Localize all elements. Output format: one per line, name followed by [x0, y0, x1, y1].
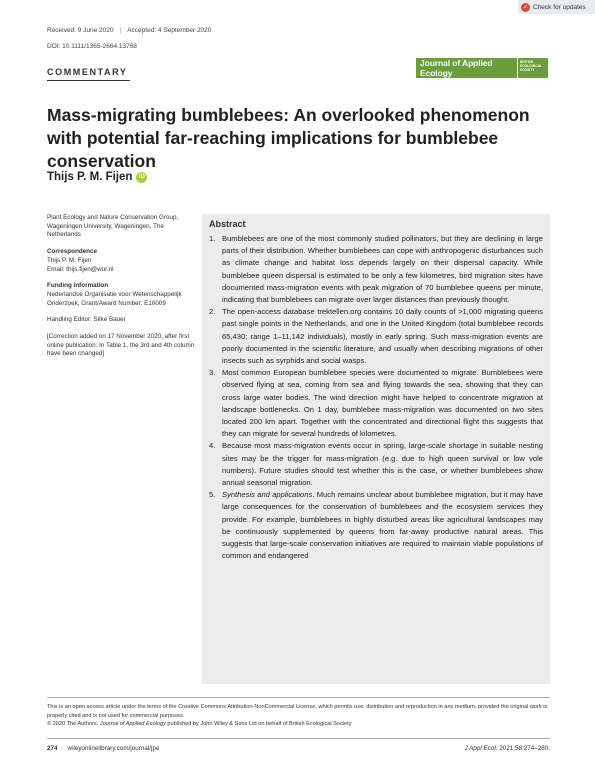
orcid-icon[interactable]: iD	[136, 172, 147, 183]
correspondence-email[interactable]: Email: thijs.fijen@wur.nl	[47, 265, 114, 273]
funding-heading: Funding information	[47, 282, 109, 290]
citation	[464, 745, 550, 752]
footer-notice	[47, 703, 557, 729]
abstract-item	[209, 306, 543, 367]
author-line	[47, 171, 147, 183]
journal-url[interactable]: wileyonlinelibrary.com/journal/jpe	[67, 745, 160, 752]
page-footer	[47, 745, 550, 752]
abstract-item-number: 3.	[209, 368, 216, 378]
section-divider	[47, 80, 130, 81]
abstract-heading: Abstract	[209, 219, 246, 229]
check-for-updates-button[interactable]	[518, 0, 595, 14]
funding-text: Nederlandse Organisatie voor Wetenschappelijk Onderzoek, Grant/Award Number: E10009	[47, 290, 182, 307]
correspondence-heading: Correspondence	[47, 248, 98, 256]
copyright-text	[47, 720, 557, 729]
correction-note: [Correction added on 17 November 2020, after first online publication: In Table 1, the 3rd and 4th column have been changed]	[47, 333, 195, 358]
abstract-item	[209, 489, 543, 562]
copyright-post: published by John Wiley & Sons Ltd on behalf of British Ecological Society	[165, 721, 352, 727]
synthesis-lead: Synthesis and applications	[222, 490, 313, 500]
abstract-item	[209, 233, 543, 306]
abstract-item-text: Bumblebees are one of the most commonly studied pollinators, but they are declining in large parts of their distribution. Whether bumblebees can cope with anthropogenic disturbances such as climate change and habitat loss depends largely on their dispersal capacity. While bumblebee queen dispersal is estimated to be only a few kilometres, bird migration sites have documented mass-migration events with peak migration of 70 bumblebee queens per minute, indicating that bumblebees can migrate over larger distances than previously thought.	[222, 234, 543, 305]
date-separator: |	[119, 27, 122, 34]
update-check-icon: ✓	[522, 4, 529, 11]
synthesis-text: . Much remains unclear about bumblebee migration, but it may have large consequences for the conservation of bumblebees and the ecosystem services they provide. For example, bumblebees in highly disturbed areas like agricultural landscapes may be continuously supplemented by queens from far-away productive natural areas. This suggests that large-scale conservation initiatives are required to maintain viable populations of common and endangered	[222, 490, 544, 561]
abstract-item-text	[222, 489, 543, 562]
society-logo: BRITISH ECOLOGICAL SOCIETY	[517, 58, 548, 78]
article-info-sidebar	[47, 214, 195, 367]
citation-journal: J Appl Ecol.	[464, 745, 498, 752]
abstract-item-text: Most common European bumblebee species were documented to migrate. Bumblebees were observed flying at sea, coming from sea and flying towards the sea, showing that they can cross large water bodies. The wind direction might have helped to concentrate migration at landscape bottlenecks. On 1 day, bumblebee mass-migration was documented on two sites located 200 km apart. Together with the concentrated and directional flight this suggests that they can migrate for several hundreds of kilometres.	[222, 368, 543, 439]
abstract-item-number: 2.	[209, 307, 216, 317]
abstract-item	[209, 367, 543, 440]
journal-logo[interactable]	[416, 58, 548, 78]
section-label: COMMENTARY	[47, 67, 128, 77]
license-text: This is an open access article under the terms of the Creative Commons Attribution-NonCommercial License, which permits use, distribution and reproduction in any medium, provided the original work is properly cited and is not used for commercial purposes.	[47, 704, 548, 719]
abstract-item-text: Because most mass-migration events occur in spring, large-scale shortage in suitable nesting sites may be the trigger for mass-migration (e.g. due to high queen survival or low vole numbers). Future studies should test whether this is the case, or whether bumblebees show annual seasonal migration.	[222, 441, 543, 488]
abstract-item-text: The open-access database trektellen.org contains 10 daily counts of >1,000 migrating queens past single points in the Netherlands, and one in the United Kingdom (total bumblebee records 65,430; range 1–11,142 individuals), mostly in early spring. Such mass-migration events are poorly documented in the scientific literature, and usually when describing migrations of other insects such as syrphids and social wasps.	[222, 307, 543, 366]
check-for-updates-label: Check for updates	[533, 3, 586, 11]
author-name[interactable]: Thijs P. M. Fijen	[47, 171, 133, 183]
abstract-list	[209, 233, 543, 562]
affiliation: Plant Ecology and Nature Conservation Group, Wageningen University, Wageningen, The Netherlands	[47, 214, 179, 239]
article-dates	[47, 27, 211, 34]
article-title: Mass-migrating bumblebees: An overlooked phenomenon with potential far-reaching implications for bumblebee conservation	[47, 105, 530, 171]
received-date: Received: 9 June 2020	[47, 27, 114, 34]
handling-editor: Handling Editor: Silke Bauer	[47, 316, 126, 324]
doi-link[interactable]: DOI: 10.1111/1365-2664.13768	[47, 43, 137, 50]
abstract-item-number: 5.	[209, 490, 216, 500]
bottom-divider	[47, 738, 550, 739]
page-number: 274	[47, 745, 58, 752]
citation-rest: 2021;58:274–280.	[497, 745, 550, 752]
abstract-item-number: 4.	[209, 441, 216, 451]
footer-divider	[47, 697, 550, 698]
journal-name: Journal of Applied Ecology	[416, 58, 517, 78]
correspondence-name: Thijs P. M. Fijen	[47, 256, 92, 264]
correspondence	[47, 248, 195, 274]
copyright-pre: © 2020 The Authors.	[47, 721, 100, 727]
funding	[47, 282, 195, 308]
abstract-item	[209, 440, 543, 489]
abstract-item-number: 1.	[209, 234, 216, 243]
accepted-date: Accepted: 4 September 2020	[127, 27, 212, 34]
abstract-box	[202, 214, 550, 684]
copyright-journal: Journal of Applied Ecology	[99, 721, 166, 727]
